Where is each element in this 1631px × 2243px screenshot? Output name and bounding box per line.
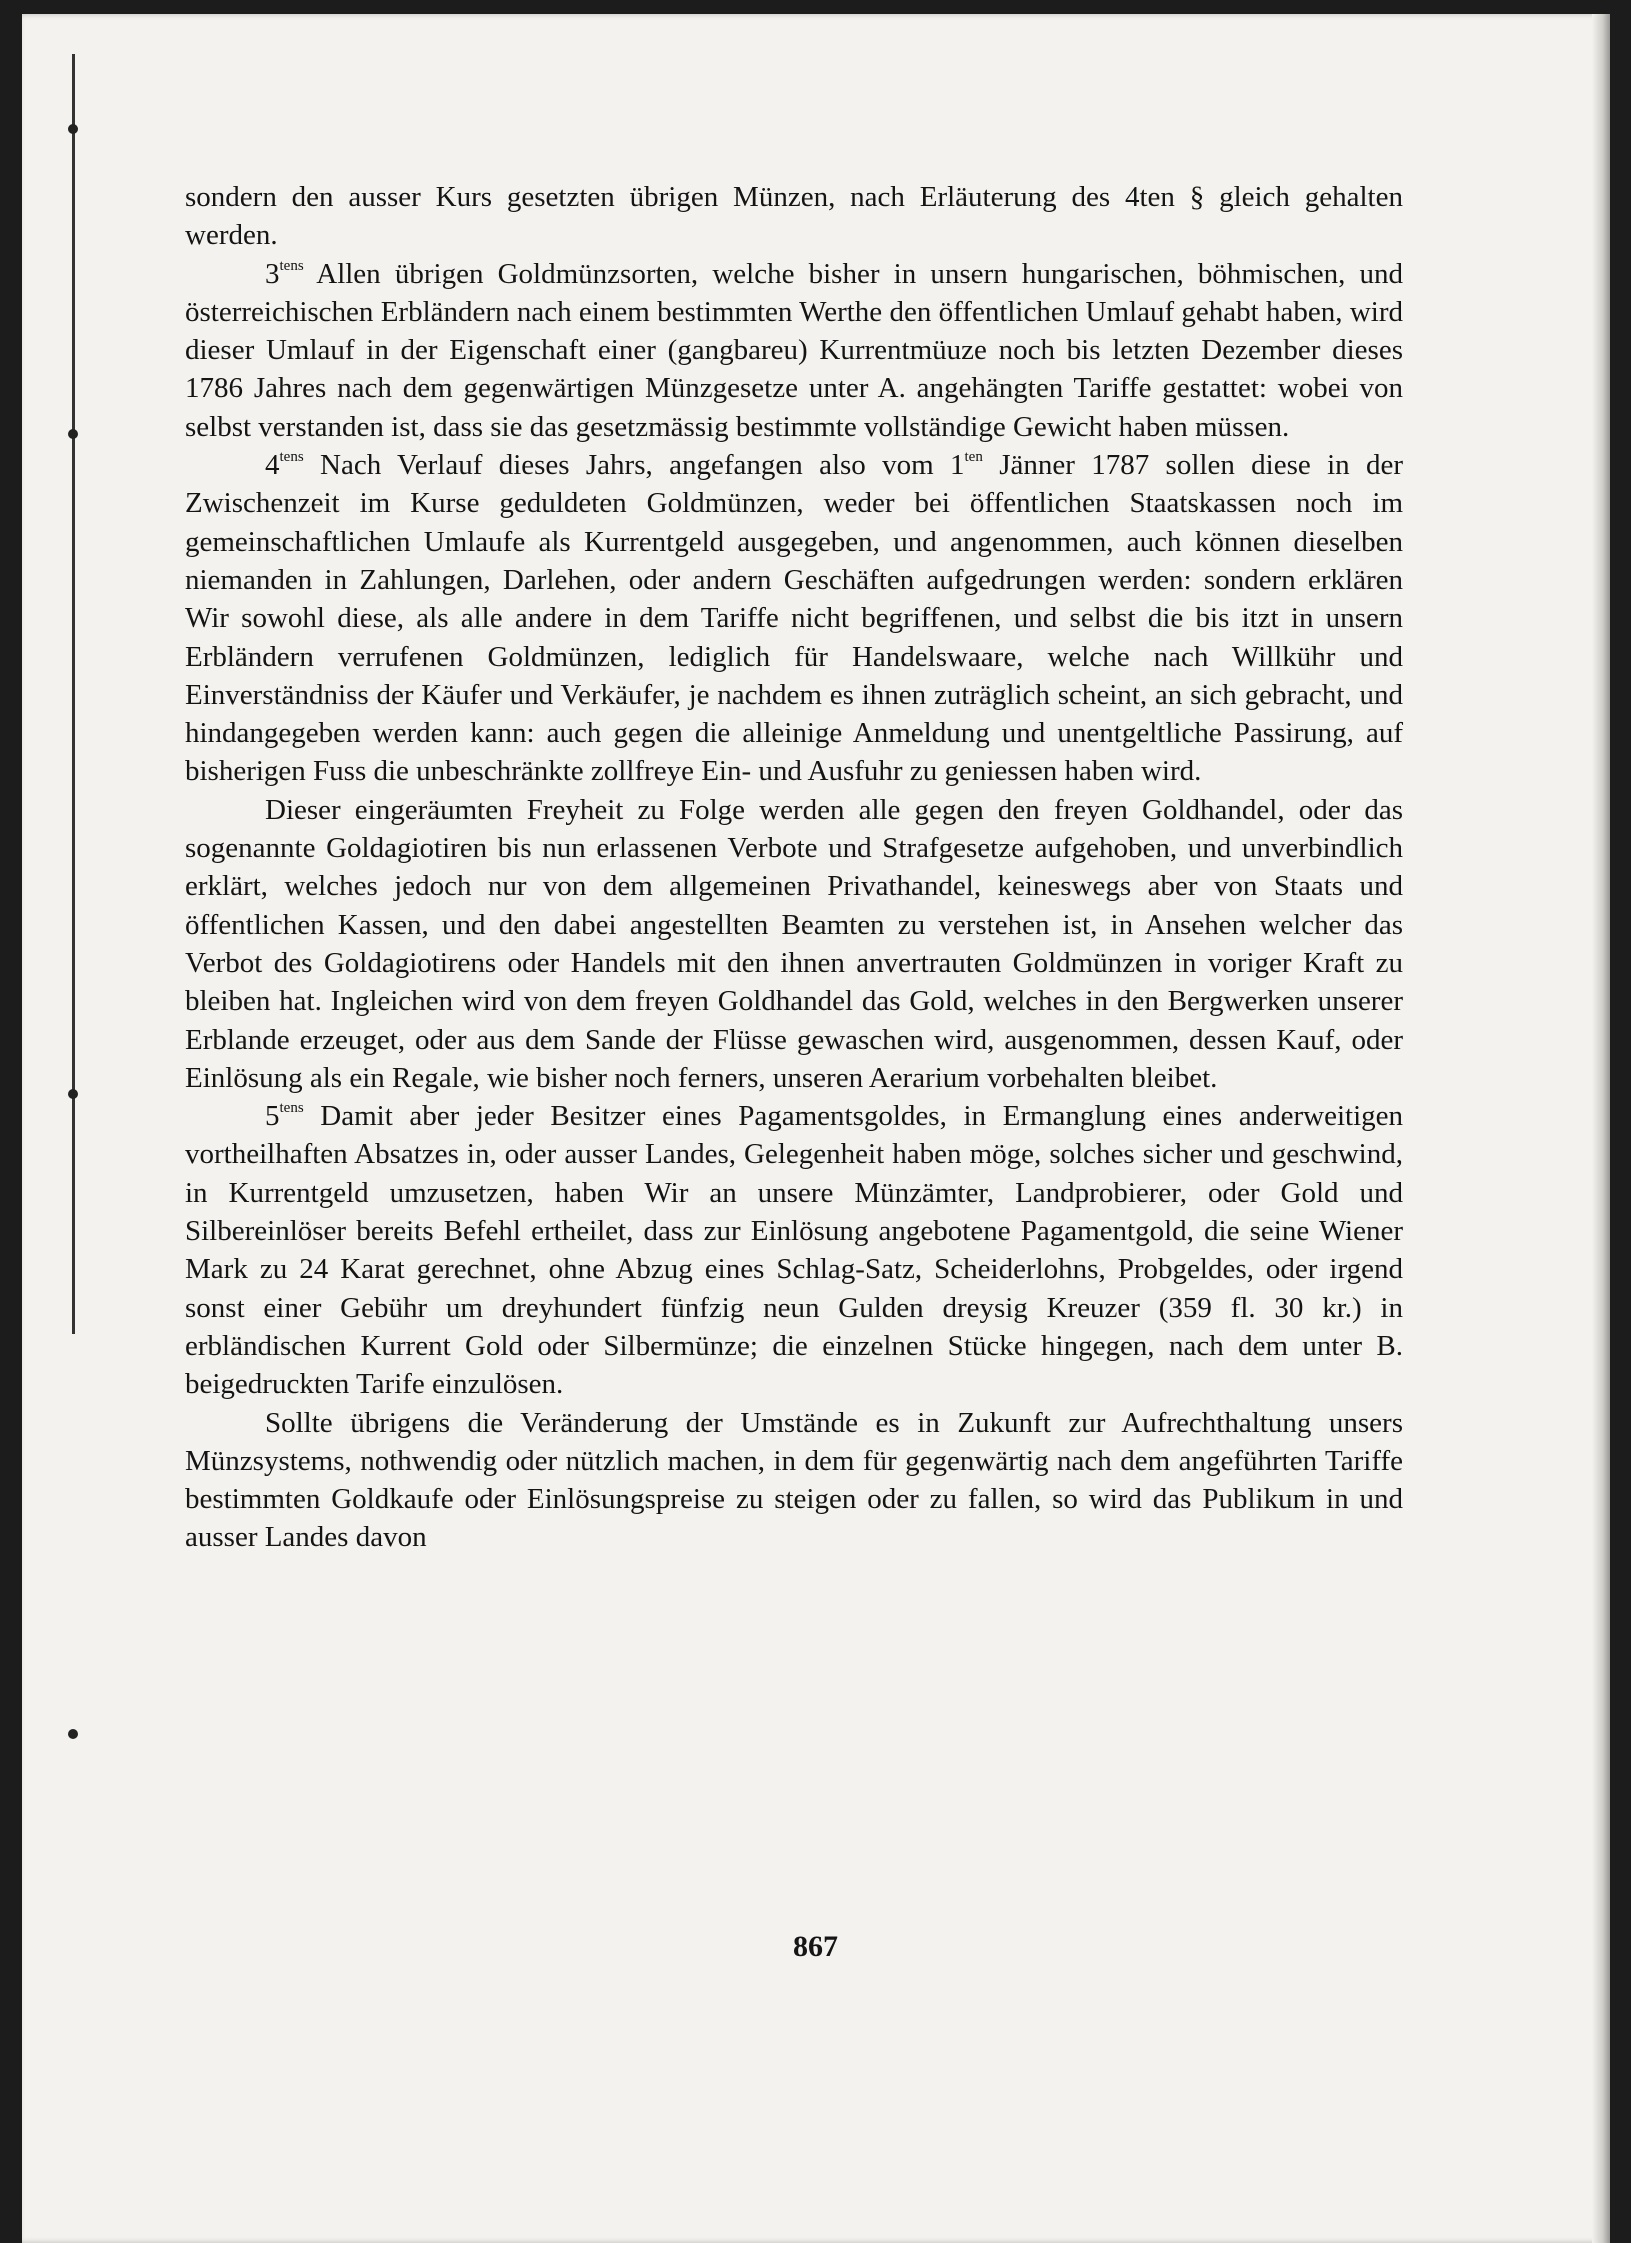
paragraph-sollte: [185, 1404, 1403, 1557]
ordinal-suffix: tens: [279, 449, 304, 466]
paragraph-text: Dieser eingeräumten Freyheit zu Folge werden alle gegen den freyen Goldhandel, oder das sogenannte Goldagiotiren bis nun erlassenen Verbote und Strafgesetze aufgehoben, und unverbindlich erklärt, welches jedoch nur von dem allgemeinen Privathandel, keineswegs aber von Staats und öffentlichen Kassen, und den dabei angestellten Beamten zu verstehen ist, in Ansehen welcher das Verbot des Goldagiotirens oder Handels mit den ihnen anvertrauten Goldmünzen in voriger Kraft zu bleiben hat. Ingleichen wird von dem freyen Goldhandel das Gold, welches in den Bergwerken unserer Erblande erzeuget, oder aus dem Sande der Flüsse gewaschen wird, ausgenommen, dessen Kauf, oder Einlösung als ein Regale, wie bisher noch ferners, unseren Aerarium vorbehalten bleibet.: [185, 793, 1403, 1094]
binding-edge: [72, 54, 75, 1334]
paragraph-continuation: sondern den ausser Kurs gesetzten übrigen Münzen, nach Erläuterung des 4ten § gleich gehalten werden.: [185, 181, 1403, 252]
ordinal-suffix: tens: [279, 1100, 304, 1117]
paragraph-ordinal: 4: [265, 449, 280, 482]
paragraph-ordinal: 5: [265, 1100, 280, 1133]
paragraph-5tens: [185, 1097, 1403, 1403]
ordinal-suffix: tens: [279, 257, 304, 274]
binding-mark: [68, 1729, 78, 1739]
paragraph-ordinal: 3: [265, 257, 280, 290]
paragraph-text: Allen übrigen Goldmünzsorten, welche bisher in unsern hungarischen, böhmischen, und österreichischen Erbländern nach einem bestimmten Werthe den öffentlichen Umlauf gehabt haben, wird dieser Umlauf in der Eigenschaft einer (gangbareu) Kurrentmüuze noch bis letzten Dezember dieses 1786 Jahres nach dem gegenwärtigen Münzgesetze unter A. angehängten Tariffe gestattet: wobei von selbst verstanden ist, dass sie das gesetzmässig bestimmte vollständige Gewicht haben müssen.: [185, 257, 1403, 443]
binding-mark: [68, 429, 78, 439]
paragraph-4tens: [185, 446, 1403, 791]
paragraph-text: Damit aber jeder Besitzer eines Pagamentsgoldes, in Ermanglung eines anderweitigen vortheilhaften Absatzes in, oder ausser Landes, Gelegenheit haben möge, solches sicher und geschwind, in Kurrentgeld umzusetzen, haben Wir an unsere Münzämter, Landprobierer, oder Gold und Silbereinlöser bereits Befehl ertheilet, dass zur Einlösung angebotene Pagamentgold, die seine Wiener Mark zu 24 Karat gerechnet, ohne Abzug eines Schlag-Satz, Scheiderlohns, Probgeldes, oder irgend sonst einer Gebühr um dreyhundert fünfzig neun Gulden dreysig Kreuzer (359 fl. 30 kr.) in erbländischen Kurrent Gold oder Silbermünze; die einzelnen Stücke hingegen, nach dem unter B. beigedruckten Tarife einzulösen.: [185, 1100, 1404, 1401]
binding-mark: [68, 1089, 78, 1099]
paragraph-freyheit: [185, 791, 1403, 1097]
paragraph-3tens: [185, 255, 1403, 446]
page-number: 867: [793, 1930, 838, 1963]
page-edge-shadow: [1592, 14, 1610, 2243]
paragraph-text-start: Nach Verlauf dieses Jahrs, angefangen also vom 1: [320, 449, 965, 482]
paragraph-text: Sollte übrigens die Veränderung der Umstände es in Zukunft zur Aufrechthaltung unsers Münzsystems, nothwendig oder nützlich machen, in dem für gegenwärtig nach dem angeführten Tariffe bestimmten Goldkaufe oder Einlösungspreise zu steigen oder zu fallen, so wird das Publikum in und ausser Landes davon: [185, 1406, 1403, 1554]
binding-mark: [68, 124, 78, 134]
body-text: [185, 178, 1403, 1557]
paragraph-text: Jänner 1787 sollen diese in der Zwischenzeit im Kurse geduldeten Goldmünzen, weder bei öffentlichen Staatskassen noch im gemeinschaftlichen Umlaufe als Kurrentgeld ausgegeben, und angenommen, auch können dieselben niemanden in Zahlungen, Darlehen, oder andern Geschäften aufgedrungen werden: sondern erklären Wir sowohl diese, als alle andere in dem Tariffe nicht begriffenen, und selbst die bis itzt in unsern Erbländern verrufenen Goldmünzen, lediglich für Handelswaare, welche nach Willkühr und Einverständniss der Käufer und Verkäufer, je nachdem es ihnen zuträglich scheint, an sich gebracht, und hindangegeben werden kann: auch gegen die alleinige Anmeldung und unentgeltliche Passirung, auf bisherigen Fuss die unbeschränkte zollfreye Ein- und Ausfuhr zu geniessen haben wird.: [185, 449, 1403, 788]
date-suffix: ten: [964, 449, 983, 466]
